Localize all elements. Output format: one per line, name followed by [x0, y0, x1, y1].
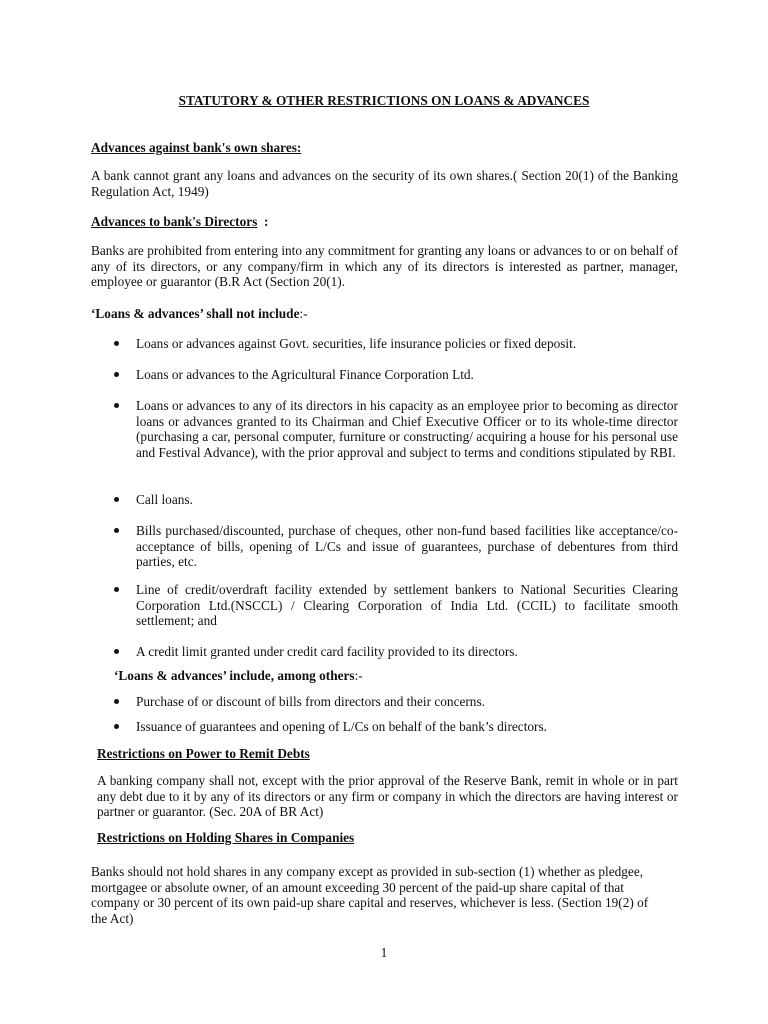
bullet-icon	[114, 587, 119, 592]
heading-directors: Advances to bank's Directors	[91, 214, 258, 229]
bullet-icon	[114, 724, 119, 729]
paragraph-directors: Banks are prohibited from entering into any commitment for granting any loans or advances to or on behalf of any of its directors, or any company/firm in which any of its directors is interested as partner, manager, employee or guarantor (B.R Act (Section 20(1).	[91, 243, 678, 290]
bullet-icon	[114, 528, 119, 533]
bullet-icon	[114, 649, 119, 654]
list-item-text: Loans or advances to the Agricultural Finance Corporation Ltd.	[136, 367, 474, 382]
heading-not-include: ‘Loans & advances’ shall not include	[91, 306, 300, 321]
heading-include: ‘Loans & advances’ include, among others	[114, 668, 355, 683]
paragraph-holding-shares	[91, 864, 691, 926]
paragraph-own-shares: A bank cannot grant any loans and advances on the security of its own shares.( Section 20(1) of the Banking Regulation Act, 1949)	[91, 168, 678, 199]
text-line: the Act)	[91, 910, 134, 926]
bullet-icon	[114, 341, 119, 346]
heading-not-include-suffix: :-	[299, 306, 308, 321]
list-item-text: Line of credit/overdraft facility extended by settlement bankers to National Securities Clearing Corporation Ltd.(NSCCL) / Clearing Corporation of India Ltd. (CCIL) to facilitate smooth settlement; and	[136, 582, 678, 629]
list-item-text: Loans or advances against Govt. securities, life insurance policies or fixed deposit.	[136, 336, 577, 351]
text-line: mortgagee or absolute owner, of an amount exceeding 30 percent of the paid-up share capital of that	[91, 879, 624, 895]
heading-directors-suffix: :	[257, 214, 269, 229]
text-line: Banks should not hold shares in any company except as provided in sub-section (1) whether as pledgee,	[91, 864, 644, 879]
list-item-text: Call loans.	[136, 492, 193, 507]
list-item-text: Bills purchased/discounted, purchase of cheques, other non-fund based facilities like acceptance/co-acceptance of bills, opening of L/Cs and issue of guarantees, purchase of debentures from third parties, etc.	[136, 523, 678, 570]
heading-remit-debts: Restrictions on Power to Remit Debts	[97, 746, 310, 761]
list-item-text: Purchase of or discount of bills from directors and their concerns.	[136, 694, 485, 709]
bullet-icon	[114, 497, 119, 502]
heading-include-suffix: :-	[354, 668, 363, 683]
heading-include-wrap	[114, 668, 363, 684]
paragraph-remit-debts: A banking company shall not, except with the prior approval of the Reserve Bank, remit in whole or in part any debt due to it by any of its directors or any firm or company in which the directors are having interest or partner or guarantor. (Sec. 20A of BR Act)	[97, 773, 678, 820]
list-item-text: Issuance of guarantees and opening of L/Cs on behalf of the bank’s directors.	[136, 719, 547, 734]
page-number: 1	[380, 945, 388, 960]
text-line: company or 30 percent of its own paid-up share capital and reserves, whichever is less. (Section 19(2) of	[91, 895, 649, 911]
heading-holding-shares: Restrictions on Holding Shares in Companies	[97, 830, 355, 845]
bullet-icon	[114, 372, 119, 377]
list-item-text: A credit limit granted under credit card facility provided to its directors.	[136, 644, 518, 659]
heading-directors-wrap	[91, 214, 268, 230]
list-item-text: Loans or advances to any of its directors in his capacity as an employee prior to becoming as director loans or advances granted to its Chairman and Chief Executive Officer or to its whole-time director (purchasing a car, personal computer, furniture or constructing/ acquiring a house for his personal use and Festival Advance), with the prior approval and subject to terms and conditions stipulated by RBI.	[136, 398, 678, 460]
heading-not-include-wrap	[91, 306, 308, 322]
bullet-icon	[114, 699, 119, 704]
heading-own-shares: Advances against bank's own shares:	[91, 140, 302, 155]
bullet-icon	[114, 403, 119, 408]
page-title: STATUTORY & OTHER RESTRICTIONS ON LOANS & ADVANCES	[178, 93, 590, 108]
